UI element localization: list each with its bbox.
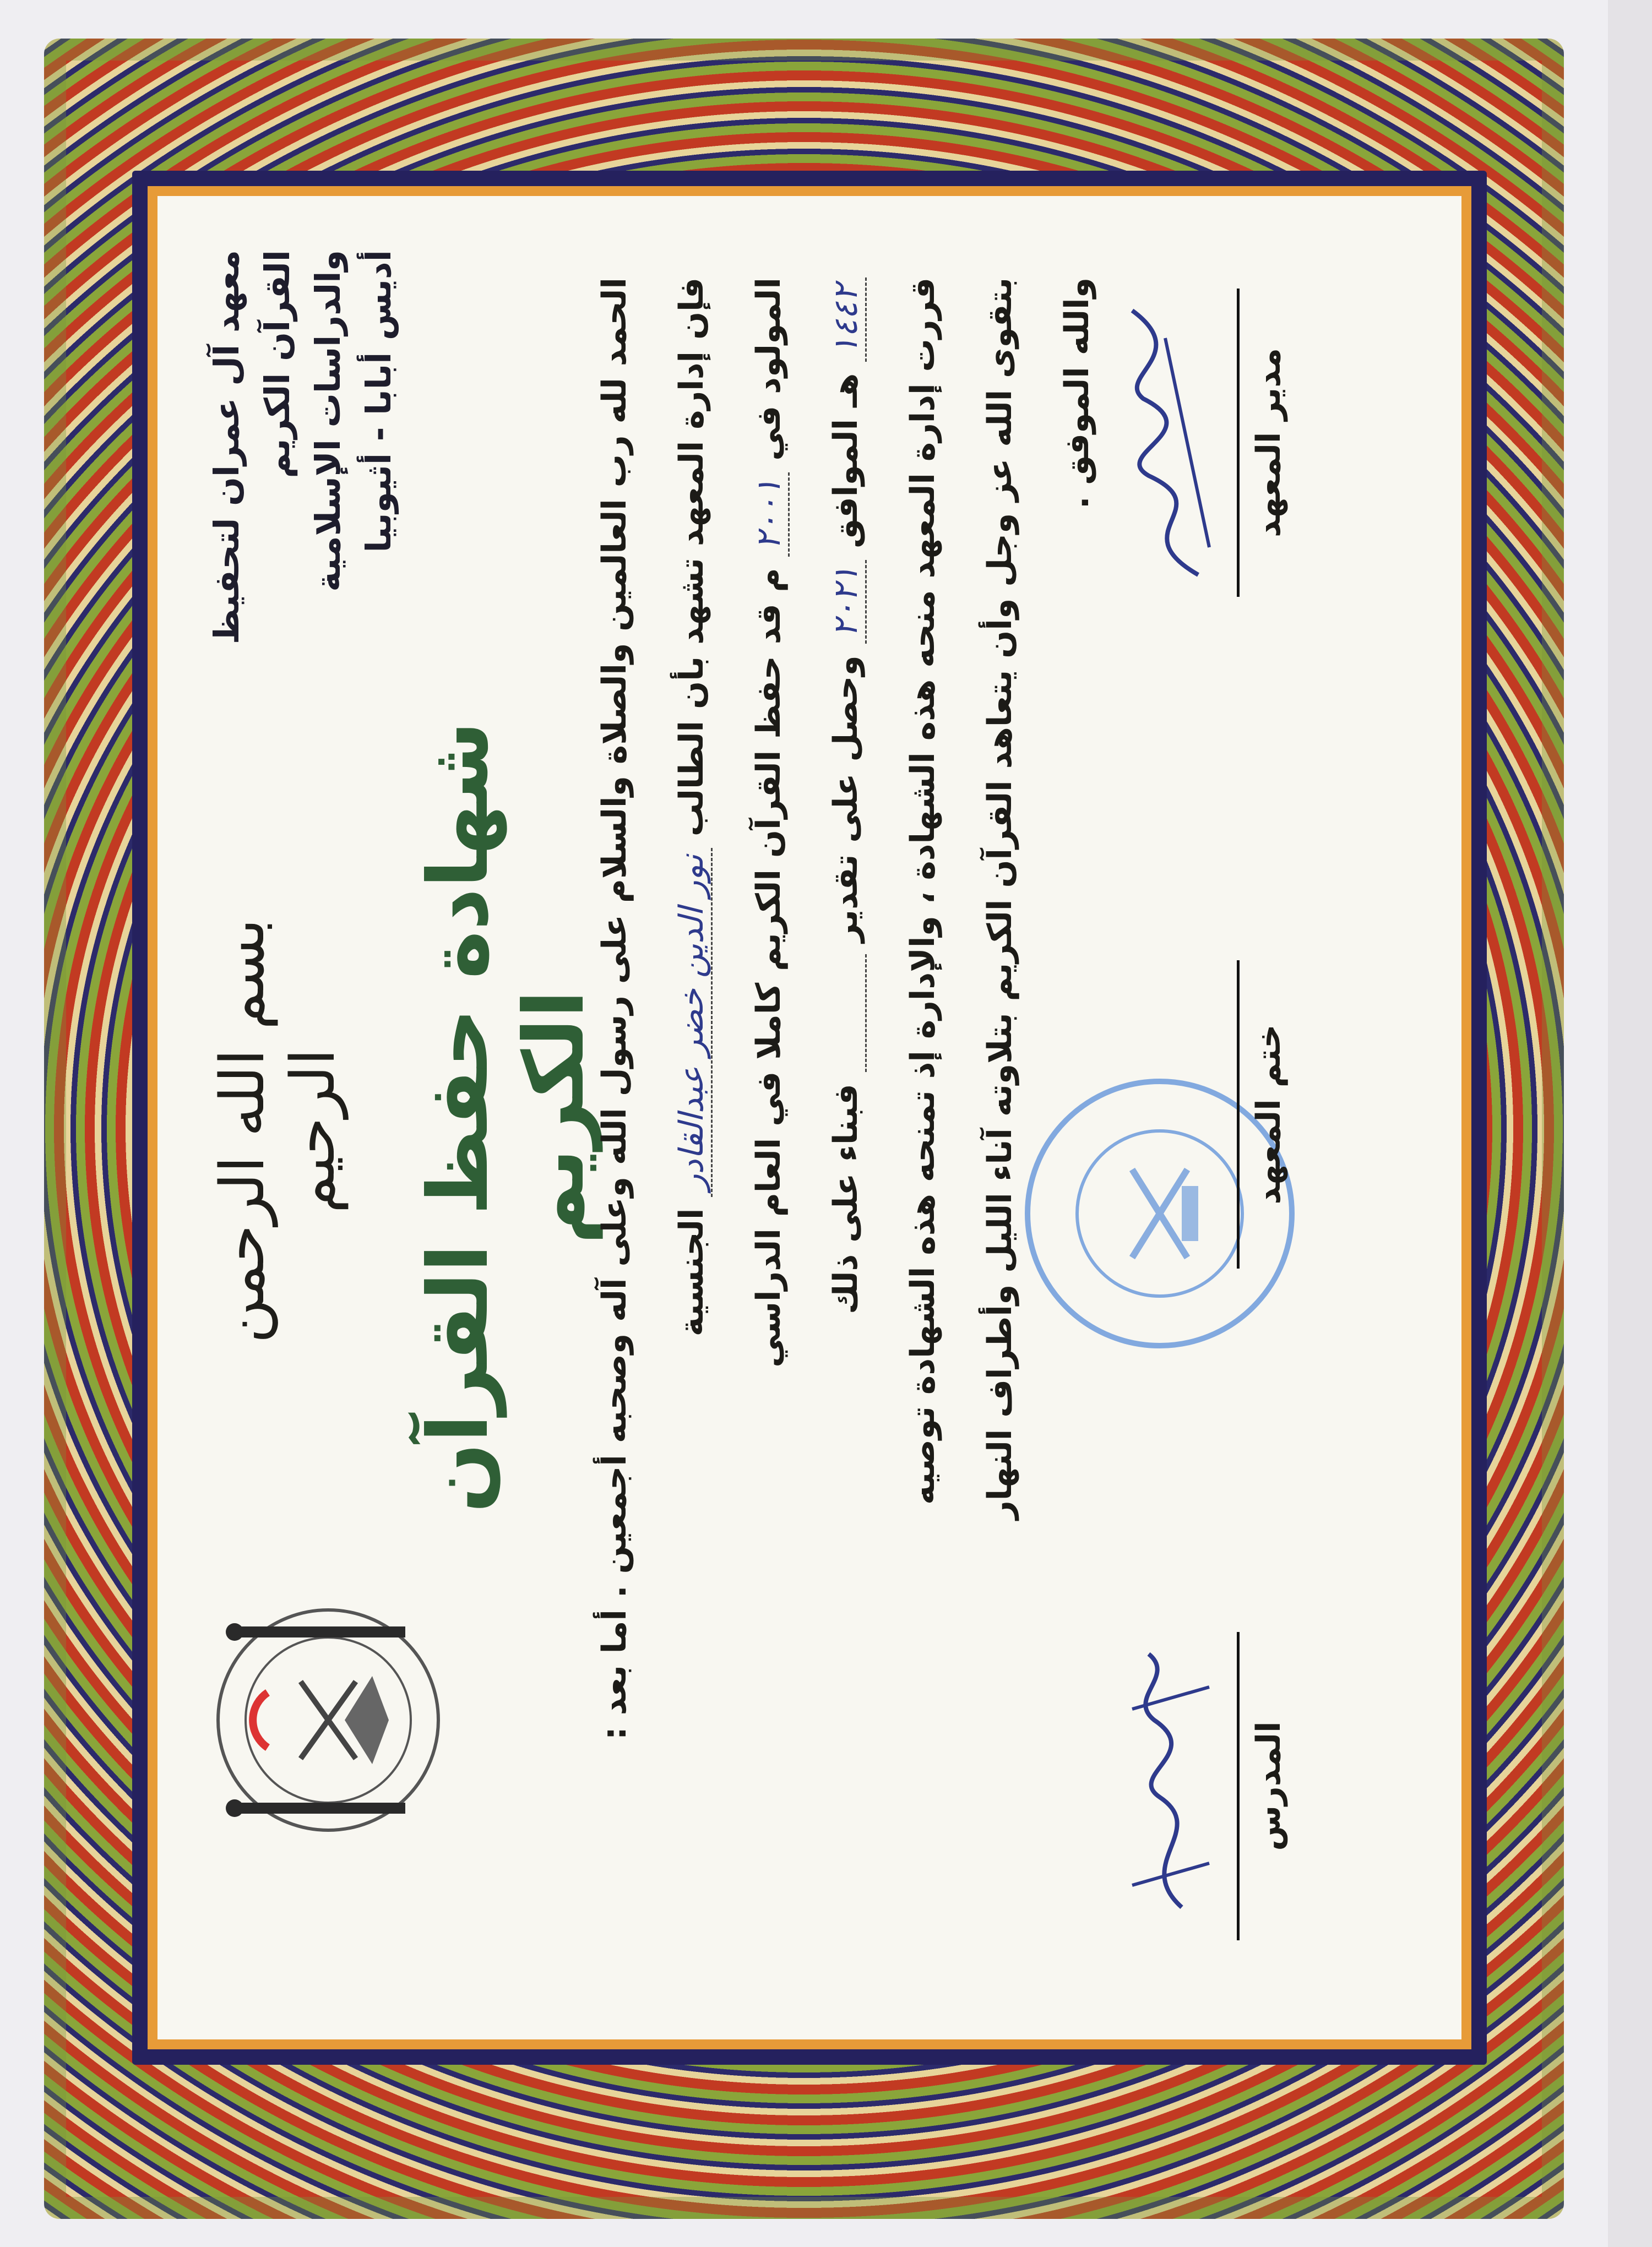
teacher-label: المدرس [1249, 1721, 1288, 1851]
teacher-sign-line [1237, 1632, 1240, 1940]
body-line-4-mid: هـ الموافق [827, 373, 865, 548]
institute-header [202, 250, 404, 746]
institute-location: أديس أبابا - أثيوبيا [358, 250, 399, 553]
body-line-7: والله الموفق . [1058, 278, 1096, 509]
body-line-2-pre: فإن إدارة المعهد تشهد بأن الطالب [672, 278, 711, 837]
signature-row [1237, 196, 1457, 2039]
body-line-4-grade: وحصل على تقدير [827, 655, 865, 943]
body-line-1: الحمد لله رب العالمين والصلاة والسلام على رسول الله وعلى آله وصحبه أجمعين . أما بعد : [595, 278, 634, 1740]
director-sign-line [1237, 289, 1240, 597]
body-line-3 [730, 278, 807, 1951]
certificate-title: شهادة حفظ القرآن الكريم [411, 721, 602, 1513]
certificate-panel [157, 196, 1461, 2039]
institute-subtitle: والدراسات الإسلامية [308, 250, 348, 592]
basmala-calligraphy: بسم الله الرحمن الرحيم [207, 918, 348, 1343]
stamp-label: ختم المعهد [1249, 1024, 1288, 1205]
body-line-4-end: فبناء على ذلك [827, 1084, 865, 1314]
body-line-3-pre: المولود في [749, 278, 788, 461]
director-label: مدير المعهد [1249, 348, 1288, 538]
teacher-signature [1099, 1632, 1226, 1940]
director-signature [1099, 289, 1226, 597]
teacher-signature-block [1237, 1632, 1288, 1940]
director-signature-block [1237, 289, 1288, 597]
hijri-year: ١٤٤٢ [827, 278, 867, 362]
body-line-4 [807, 278, 884, 1951]
body-line-2 [653, 278, 730, 1951]
stamp-sign-line [1237, 960, 1240, 1269]
birth-year: ٢٠٠١ [749, 472, 790, 557]
gregorian-year: ٢٠٢١ [827, 560, 867, 644]
body-line-5: قررت إدارة المعهد منحه هذه الشهادة ، والإدارة إذ تمنحه هذه الشهادة توصيه [904, 278, 942, 1505]
body-line-6: بتقوى الله عز وجل وأن يتعاهد القرآن الكريم بتلاوته آناء الليل وأطراف النهار [981, 278, 1019, 1520]
stamp-signature-block [1237, 960, 1288, 1269]
body-line-2-post: الجنسية [672, 1208, 711, 1337]
student-name: نور الدين خضر عبدالقادر [672, 848, 713, 1197]
institute-name: معهد آل عمران لتحفيظ القرآن الكريم [206, 250, 297, 645]
grade-blank [827, 954, 867, 1073]
body-line-3-post: م قد حفظ القرآن الكريم كاملا في العام الدراسي [749, 568, 788, 1368]
